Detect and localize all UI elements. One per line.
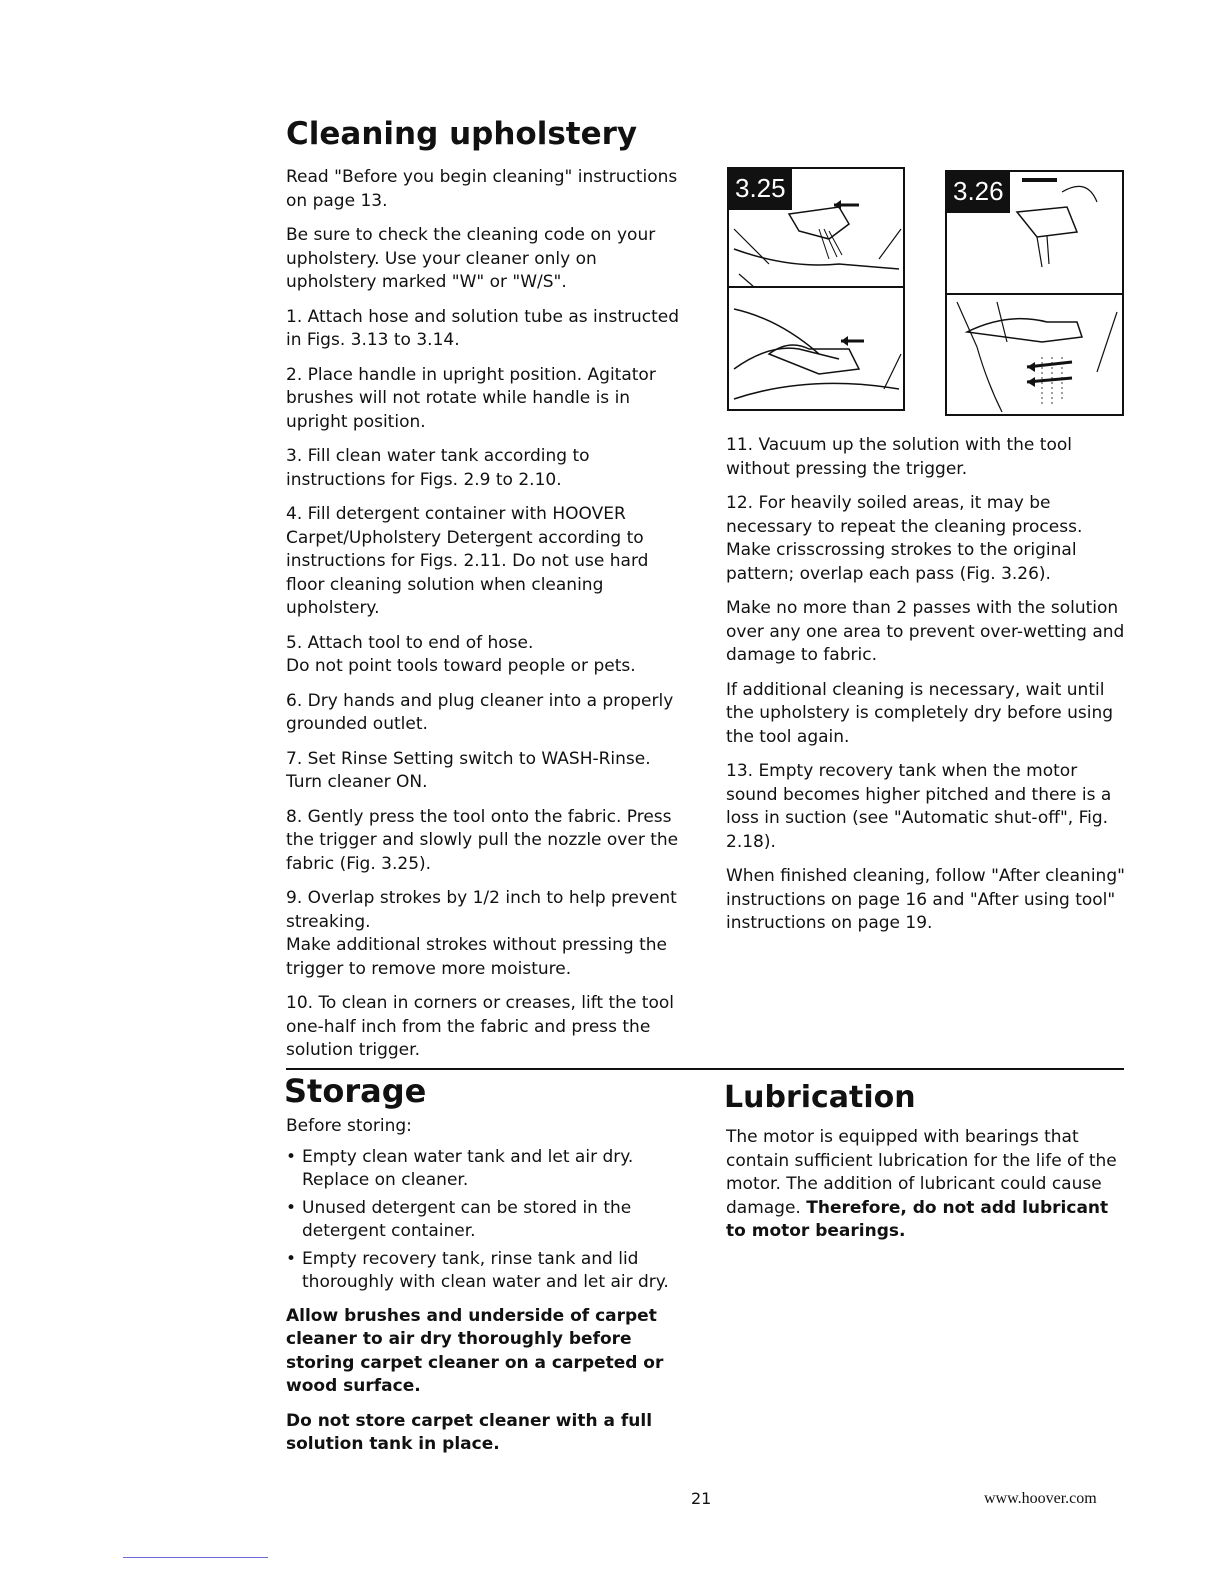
storage-warning-dry: Allow brushes and underside of carpet cleaner to air dry thoroughly before storing carpet cleaner on a carpeted or wood surface. (286, 1305, 664, 1396)
figure-3-25-label: 3.25 (729, 169, 792, 210)
website-link[interactable]: www.hoover.com (984, 1490, 1097, 1507)
bullet-dot-icon: • (286, 1146, 297, 1167)
storage-bullet-text: Empty recovery tank, rinse tank and lid thoroughly with clean water and let air dry. (302, 1248, 669, 1292)
lubrication-text-bold: Therefore, do not add lubricant to motor bearings. (726, 1197, 1109, 1241)
figure-3-25 (727, 167, 905, 411)
footnote-rule (123, 1557, 268, 1558)
bullet-dot-icon: • (286, 1248, 297, 1269)
step-12: 12. For heavily soiled areas, it may be necessary to repeat the cleaning process. Make crisscrossing strokes to the original pattern; overlap each pass (Fig. 3.26). (726, 493, 1083, 584)
step-2: 2. Place handle in upright position. Agitator brushes will not rotate while handle is in upright position. (286, 364, 656, 432)
step-11: 11. Vacuum up the solution with the tool without pressing the trigger. (726, 435, 1072, 479)
storage-title: Storage (284, 1072, 427, 1110)
step-1: 1. Attach hose and solution tube as instructed in Figs. 3.13 to 3.14. (286, 306, 680, 350)
lubrication-text-normal: The motor is equipped with bearings that contain sufficient lubrication for the life of the motor. The addition of lubricant could cause damage. (726, 1127, 1117, 1218)
step-9: 9. Overlap strokes by 1/2 inch to help prevent streaking. Make additional strokes without pressing the trigger to remove more moisture. (286, 888, 677, 979)
para-read-before: Read "Before you begin cleaning" instructions on page 13. (286, 167, 678, 211)
step-8: 8. Gently press the tool onto the fabric. Press the trigger and slowly pull the nozzle over the fabric (Fig. 3.25). (286, 806, 679, 874)
page-number: 21 (691, 1489, 712, 1508)
bullet-dot-icon: • (286, 1197, 297, 1218)
figure-3-26 (945, 170, 1124, 416)
step-3: 3. Fill clean water tank according to instructions for Figs. 2.9 to 2.10. (286, 446, 590, 490)
step-6: 6. Dry hands and plug cleaner into a properly grounded outlet. (286, 690, 674, 734)
para-additional-cleaning: If additional cleaning is necessary, wait until the upholstery is completely dry before using the tool again. (726, 679, 1114, 747)
step-4: 4. Fill detergent container with HOOVER Carpet/Upholstery Detergent according to instructions for Figs. 2.11. Do not use hard floor cleaning solution when cleaning upholstery. (286, 504, 649, 618)
storage-bullet (286, 1146, 686, 1193)
step-7: 7. Set Rinse Setting switch to WASH-Rinse. Turn cleaner ON. (286, 748, 651, 792)
para-passes: Make no more than 2 passes with the solution over any one area to prevent over-wetting and damage to fabric. (726, 598, 1125, 665)
lubrication-title: Lubrication (724, 1080, 916, 1115)
step-5: 5. Attach tool to end of hose. Do not point tools toward people or pets. (286, 632, 636, 676)
section-divider (286, 1068, 1124, 1070)
lubrication-text (726, 1126, 1126, 1244)
para-when-finished: When finished cleaning, follow "After cleaning" instructions on page 16 and "After using tool" instructions on page 19. (726, 866, 1125, 933)
lubrication-body (726, 1126, 1126, 1244)
storage-bullet (286, 1248, 686, 1295)
para-cleaning-code: Be sure to check the cleaning code on your upholstery. Use your cleaner only on upholstery marked "W" or "W/S". (286, 225, 656, 292)
cleaning-right-column (726, 434, 1126, 936)
figure-3-26-label: 3.26 (947, 172, 1010, 213)
cleaning-title: Cleaning upholstery (286, 116, 638, 152)
cleaning-left-column (286, 166, 686, 1063)
storage-bullet-text: Unused detergent can be stored in the detergent container. (302, 1197, 632, 1241)
storage-warning-tank: Do not store carpet cleaner with a full solution tank in place. (286, 1410, 653, 1454)
storage-bullet-text: Empty clean water tank and let air dry. Replace on cleaner. (302, 1146, 634, 1190)
storage-bullet (286, 1197, 686, 1244)
step-10: 10. To clean in corners or creases, lift the tool one-half inch from the fabric and press the solution trigger. (286, 993, 674, 1060)
step-13: 13. Empty recovery tank when the motor sound becomes higher pitched and there is a loss in suction (see "Automatic shut-off", Fig. 2.18). (726, 761, 1112, 852)
storage-intro: Before storing: (286, 1116, 412, 1136)
storage-body (286, 1115, 686, 1457)
